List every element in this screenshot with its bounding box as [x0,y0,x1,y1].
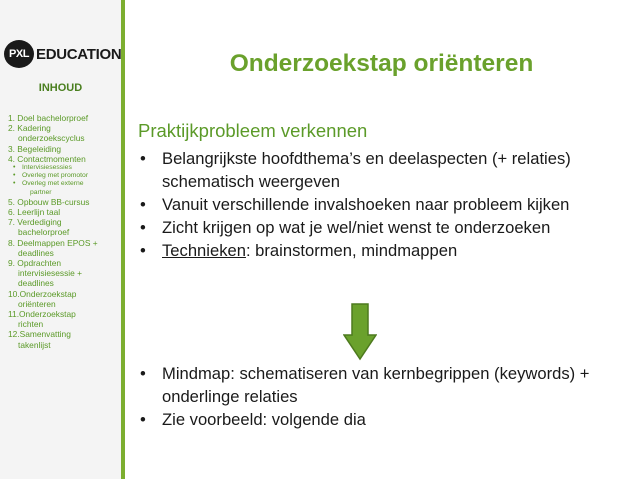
toc-item[interactable]: 5. Opbouw BB-cursus [8,196,90,207]
toc-item-cont[interactable]: deadlines [18,278,54,289]
logo-badge: PXL [4,40,34,68]
bullet-item-technieken [138,239,633,262]
slide-title: Onderzoekstap oriënteren [229,50,534,77]
toc-subitem[interactable]: • Overleg met externe [8,180,120,188]
toc-item[interactable]: 8. Deelmappen EPOS + [8,237,98,248]
bullet-list-2 [138,362,633,431]
bullet-item: • Zie voorbeeld: volgende dia [138,408,633,431]
technieken-text: : brainstormen, mindmappen [245,241,458,260]
table-of-contents [8,113,120,350]
toc-item-cont[interactable]: onderzoekscyclus [18,133,85,144]
toc-item[interactable]: 10.Onderzoekstap [8,288,77,299]
toc-item[interactable]: 6. Leerlijn taal [8,207,61,218]
toc-item[interactable]: 4. Contactmomenten [8,153,86,164]
bullet-list [138,147,633,262]
toc-item[interactable]: 11.Onderzoekstap [8,309,76,320]
toc-item[interactable]: 1. Doel bachelorproef [8,113,89,123]
sidebar-heading: INHOUD [38,82,83,94]
toc-item-cont[interactable]: bachelorproef [18,227,70,238]
toc-subitem-cont[interactable]: partner [30,188,52,196]
toc-item-cont[interactable]: intervisiesessie + [18,268,83,279]
pxl-education-logo [4,40,121,68]
toc-item[interactable]: 3. Begeleiding [8,143,62,154]
arrow-down-icon [343,303,377,361]
bullet-item: • Vanuit verschillende invalshoeken naar probleem kijken [138,193,633,216]
toc-item-cont[interactable]: oriënteren [18,298,56,309]
logo-text: EDUCATION [36,45,122,63]
toc-item[interactable]: 7. Verdediging [8,217,62,228]
toc-subitem[interactable]: • Intervisiesessies [8,164,120,172]
toc-item-cont[interactable]: deadlines [18,247,54,258]
toc-item[interactable]: 12.Samenvatting [8,329,71,340]
slide-subtitle: Praktijkprobleem verkennen [138,120,368,141]
bullet-item: • Mindmap: schematiseren van kernbegrippen (keywords) + onderlinge relaties [138,362,633,408]
toc-item-cont[interactable]: takenlijst [18,339,51,350]
bullet-item: • Belangrijkste hoofdthema’s en deelaspecten (+ relaties) schematisch weergeven [138,147,633,193]
toc-item[interactable]: 9. Opdrachten [8,258,62,269]
technieken-label: Technieken [162,241,246,260]
bullet-item: • Zicht krijgen op wat je wel/niet wenst te onderzoeken [138,216,633,239]
toc-item-cont[interactable]: richten [18,319,44,330]
toc-subitem[interactable]: • Overleg met promotor [8,172,120,180]
toc-item[interactable]: 2. Kadering [8,123,51,134]
